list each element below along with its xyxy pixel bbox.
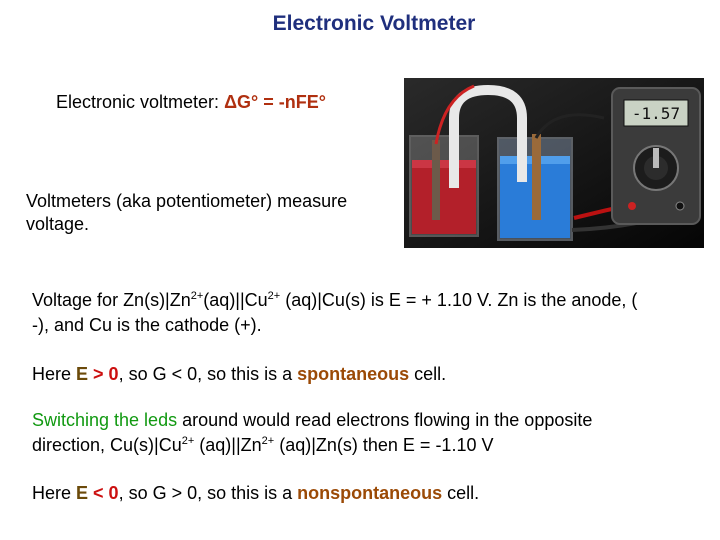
paragraph-spontaneous [32,362,446,387]
p2-text-b: , so G < 0, so this is a [118,364,298,384]
p4-keyword: nonspontaneous [297,483,443,503]
p1-text-c: (aq)|Cu(s) is E = + 1.10 V. Zn is the anode, ( [280,290,638,310]
voltmeter-photo [404,78,704,248]
zinc-beaker [410,136,478,236]
p1-line2: -), and Cu is the cathode (+). [32,314,262,335]
p2-condition: > 0 [88,364,119,384]
gibbs-equation: ΔG° = -nFE° [224,92,326,112]
p1-text-a: Voltage for Zn(s)|Zn [32,290,191,310]
voltmeter-definition: Voltmeters (aka potentiometer) measure voltage. [26,191,348,234]
p2-text-a: Here [32,364,77,384]
p3-sup2: 2+ [261,434,275,447]
meter-display: -1.57 [631,104,681,123]
p2-text-c: cell. [409,364,447,384]
p1-sup1: 2+ [190,290,204,302]
electronic-voltmeter-line [56,92,326,113]
p1-text-b: (aq)||Cu [203,290,268,310]
p4-condition: < 0 [88,483,119,503]
paragraph-cell-voltage [32,288,637,338]
p4-e-symbol: E [76,483,89,503]
p2-keyword: spontaneous [297,364,410,384]
p4-text-c: cell. [442,483,480,503]
p3-sup1: 2+ [181,434,195,447]
paragraph-nonspontaneous [32,481,479,506]
multimeter [612,88,700,224]
p4-text-b: , so G > 0, so this is a [118,483,298,503]
page-title: Electronic Voltmeter [272,12,476,35]
p4-text-a: Here [32,483,77,503]
p1-sup2: 2+ [267,290,281,302]
p2-e-symbol: E [76,364,89,384]
p3-green-text: Switching the leds [32,410,178,430]
p3-line2-a: direction, Cu(s)|Cu [32,434,182,455]
paragraph-switched-leads [32,408,592,458]
p3-text-a: around would read electrons flowing in the opposite [177,410,593,430]
copper-beaker [498,134,572,240]
ev-label: Electronic voltmeter: [56,92,220,112]
p3-line2-b: (aq)||Zn [194,434,262,455]
p3-line2-c: (aq)|Zn(s) then E = -1.10 V [274,434,494,455]
